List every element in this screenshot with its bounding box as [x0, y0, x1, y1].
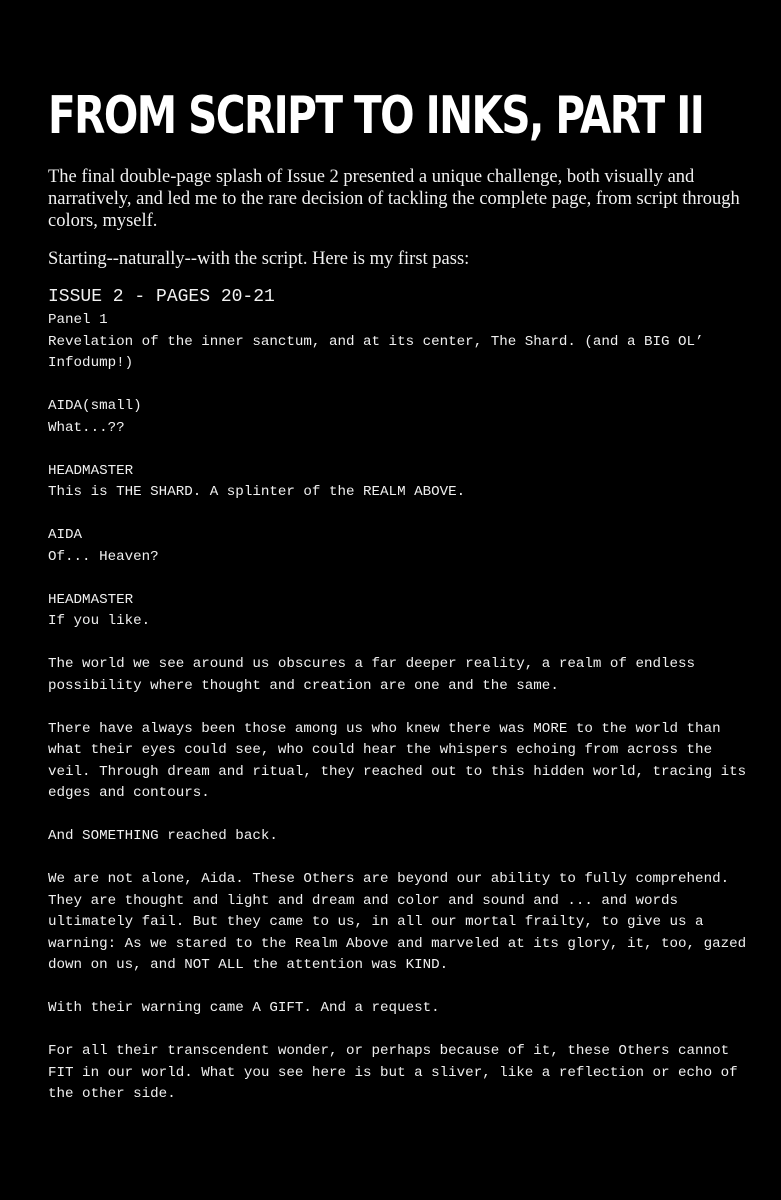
script-paragraph: And SOMETHING reached back. [48, 828, 278, 844]
dialogue-block [48, 590, 748, 633]
speaker-name: AIDA [48, 527, 83, 543]
script-issue-heading: ISSUE 2 - PAGES 20-21 [48, 287, 275, 307]
dialogue-block [48, 461, 748, 504]
dialogue-block [48, 396, 748, 439]
dialogue-line: If you like. [48, 613, 151, 629]
panel-block [48, 310, 748, 375]
intro-paragraph-1: The final double-page splash of Issue 2 presented a unique challenge, both visually and narratively, and led me to the rare decision of tackling the complete page, from script through colors, myself. [48, 167, 740, 231]
speaker-name: HEADMASTER [48, 462, 134, 479]
intro-paragraph-2: Starting--naturally--with the script. Here is my first pass: [48, 249, 470, 269]
page-title: FROM SCRIPT TO INKS, PART II [48, 86, 704, 146]
script-paragraph: We are not alone, Aida. These Others are beyond our ability to fully comprehend. They are thought and light and dream and color and sound and ... and words ultimately fail. But they came to us, in all our mortal frailty, to give us a warning: As we stared to the Realm Above and marveled at its glory, it, too, gazed down on us, and NOT ALL the attention was KIND. [48, 871, 747, 973]
dialogue-line: This is THE SHARD. A splinter of the REALM ABOVE. [48, 484, 466, 500]
panel-description: Revelation of the inner sanctum, and at its center, The Shard. (and a BIG OL’ Infodump!) [48, 333, 713, 371]
article-page [48, 84, 748, 1127]
dialogue-block [48, 525, 748, 568]
script-paragraph: With their warning came A GIFT. And a request. [48, 1000, 440, 1016]
script-paragraph: There have always been those among us who knew there was MORE to the world than what their eyes could see, who could hear the whispers echoing from across the veil. Through dream and ritual, they reached out to this hidden world, tracing its edges and contours. [48, 720, 747, 801]
script-paragraph: The world we see around us obscures a far deeper reality, a realm of endless possibility where thought and creation are one and the same. [48, 656, 696, 694]
panel-label: Panel 1 [48, 312, 108, 328]
dialogue-line: What...?? [48, 419, 125, 436]
speaker-name: HEADMASTER [48, 591, 134, 608]
speaker-name: AIDA(small) [48, 398, 142, 414]
script-paragraph: For all their transcendent wonder, or perhaps because of it, these Others cannot FIT in our world. What you see here is but a sliver, like a reflection or echo of the other side. [48, 1043, 738, 1102]
dialogue-line: Of... Heaven? [48, 548, 159, 565]
